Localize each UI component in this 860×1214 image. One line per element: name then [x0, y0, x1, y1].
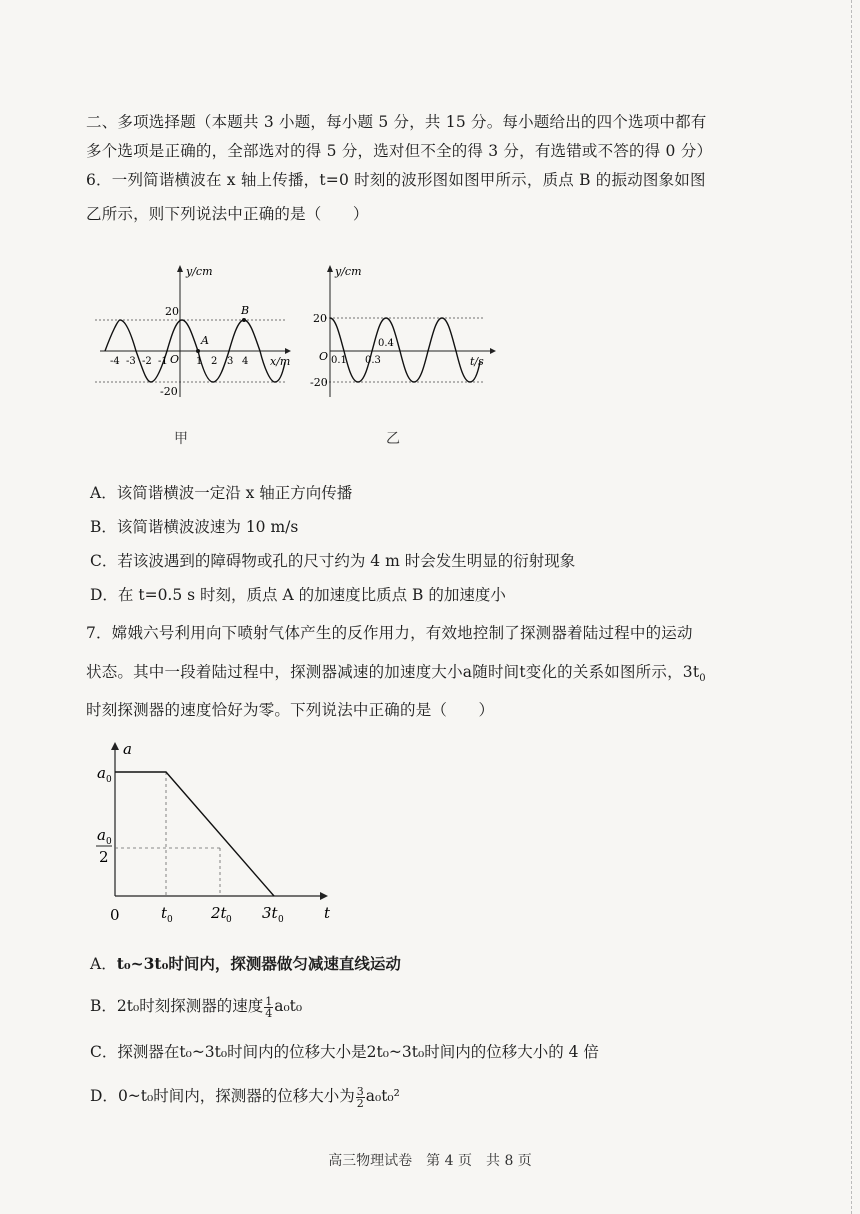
acceleration-curve — [115, 772, 274, 896]
q7-option-c-text: 探测器在t₀~3t₀时间内的位移大小是2t₀~3t₀时间内的位移大小的 4 倍 — [117, 1043, 599, 1061]
q7-option-d-prefix: D． — [90, 1087, 118, 1105]
q6-option-b: B．该简谐横波波速为 10 m/s — [90, 518, 299, 536]
at-x-tick-3-sub: 0 — [278, 915, 284, 925]
q7-option-d-text1: 0~t₀时间内，探测器的位移大小为 — [117, 1087, 355, 1105]
vibration-curve — [330, 318, 480, 382]
q6-option-c: C．若该波遇到的障碍物或孔的尺寸约为 4 m 时会发生明显的衍射现象 — [90, 552, 576, 570]
yi-origin: O — [319, 350, 329, 363]
jia-x-axis-label: x/m — [270, 355, 291, 368]
at-y-half-num-sub: 0 — [106, 837, 112, 847]
at-y-top-sub: 0 — [106, 775, 112, 785]
jia-tick-2: 2 — [211, 356, 218, 367]
at-x-tick-1: t — [161, 904, 168, 922]
q7-option-c-prefix: C． — [90, 1043, 118, 1061]
q7-stem-line1: 7．嫦娥六号利用向下喷射气体产生的反作用力，有效地控制了探测器着陆过程中的运动 — [86, 624, 693, 642]
figure-yi-caption: 乙 — [386, 431, 400, 447]
q6-option-a: A．该简谐横波一定沿 x 轴正方向传播 — [90, 484, 353, 502]
section-header-line2: 多个选项是正确的，全部选对的得 5 分，选对但不全的得 3 分，有选错或不答的得 0 分） — [86, 142, 713, 160]
q7-option-b-text2: a₀t₀ — [274, 997, 303, 1015]
q7-stem-line2-sub: 0 — [699, 673, 706, 685]
at-x-tick-1-sub: 0 — [167, 915, 173, 925]
figure-jia-caption: 甲 — [174, 431, 188, 447]
yi-tick-0-1: 0.1 — [331, 355, 347, 366]
at-y-axis-label: a — [123, 740, 132, 758]
jia-point-b-label: B — [241, 304, 250, 317]
wave-figure-jia — [90, 262, 300, 402]
page-edge-binding — [851, 0, 860, 1214]
vibration-figure-yi — [310, 262, 500, 402]
q7-option-a-text: t₀~3t₀时间内，探测器做匀减速直线运动 — [116, 954, 401, 973]
q7-option-b-frac-num: 1 — [265, 994, 273, 1008]
jia-y-axis-label: y/cm — [186, 265, 213, 278]
q7-option-d-text2: a₀t₀² — [365, 1087, 400, 1105]
q7-option-b-fraction — [264, 996, 273, 1019]
q7-option-a-prefix: A． — [90, 955, 117, 973]
acceleration-time-graph — [90, 738, 350, 928]
jia-tick-4: 4 — [242, 356, 249, 367]
jia-tick-n1: -1 — [158, 356, 168, 367]
at-y-half-num: a — [97, 826, 106, 844]
yi-y-axis-label: y/cm — [335, 265, 362, 278]
jia-origin: O — [170, 353, 180, 366]
at-x-axis-label: t — [324, 904, 331, 922]
q6-stem-line2: 乙所示，则下列说法中正确的是（ ） — [86, 205, 369, 223]
at-x-tick-3: 3t — [262, 904, 278, 922]
q7-stem-line2 — [86, 660, 706, 684]
jia-tick-n2: -2 — [142, 356, 152, 367]
at-x-tick-2: 2t — [211, 904, 227, 922]
yi-y-bottom: -20 — [310, 376, 328, 389]
q6-option-d: D．在 t=0.5 s 时刻，质点 A 的加速度比质点 B 的加速度小 — [90, 586, 506, 604]
jia-point-a-label: A — [201, 334, 209, 347]
jia-tick-3: 3 — [227, 356, 234, 367]
q7-option-d-frac-den: 2 — [356, 1096, 364, 1110]
q7-option-b — [90, 994, 302, 1019]
yi-tick-0-3: 0.3 — [365, 355, 381, 366]
q6-stem-line1: 6．一列简谐横波在 x 轴上传播，t=0 时刻的波形图如图甲所示，质点 B 的振动图象如图 — [86, 171, 706, 189]
yi-x-axis-label: t/s — [470, 355, 484, 368]
jia-tick-n4: -4 — [110, 356, 120, 367]
q7-stem-line3: 时刻探测器的速度恰好为零。下列说法中正确的是（ ） — [86, 701, 495, 719]
jia-y-top: 20 — [165, 305, 179, 318]
q7-option-d — [90, 1084, 400, 1109]
q7-option-a — [90, 952, 401, 974]
jia-y-bottom: -20 — [160, 385, 178, 398]
section-header-line1: 二、多项选择题（本题共 3 小题，每小题 5 分，共 15 分。每小题给出的四个选项中都有 — [86, 113, 707, 131]
q7-option-b-prefix: B． — [90, 997, 117, 1015]
yi-tick-0-4: 0.4 — [378, 338, 394, 349]
q7-option-b-frac-den: 4 — [265, 1006, 273, 1020]
yi-y-top: 20 — [313, 312, 327, 325]
at-origin: 0 — [110, 906, 120, 924]
q7-option-d-frac-num: 3 — [356, 1084, 364, 1098]
q7-option-d-fraction — [356, 1086, 365, 1109]
q7-option-c — [90, 1040, 599, 1062]
page-footer: 高三物理试卷 第 4 页 共 8 页 — [328, 1153, 532, 1169]
at-y-half-den: 2 — [99, 848, 109, 866]
jia-tick-1: 1 — [196, 356, 203, 367]
jia-tick-n3: -3 — [126, 356, 136, 367]
at-x-tick-2-sub: 0 — [226, 915, 232, 925]
q7-stem-line2-text: 状态。其中一段着陆过程中，探测器减速的加速度大小a随时间t变化的关系如图所示，3t — [86, 663, 700, 681]
at-y-top-label: a — [97, 764, 106, 782]
q7-option-b-text1: 2t₀时刻探测器的速度 — [116, 997, 264, 1015]
